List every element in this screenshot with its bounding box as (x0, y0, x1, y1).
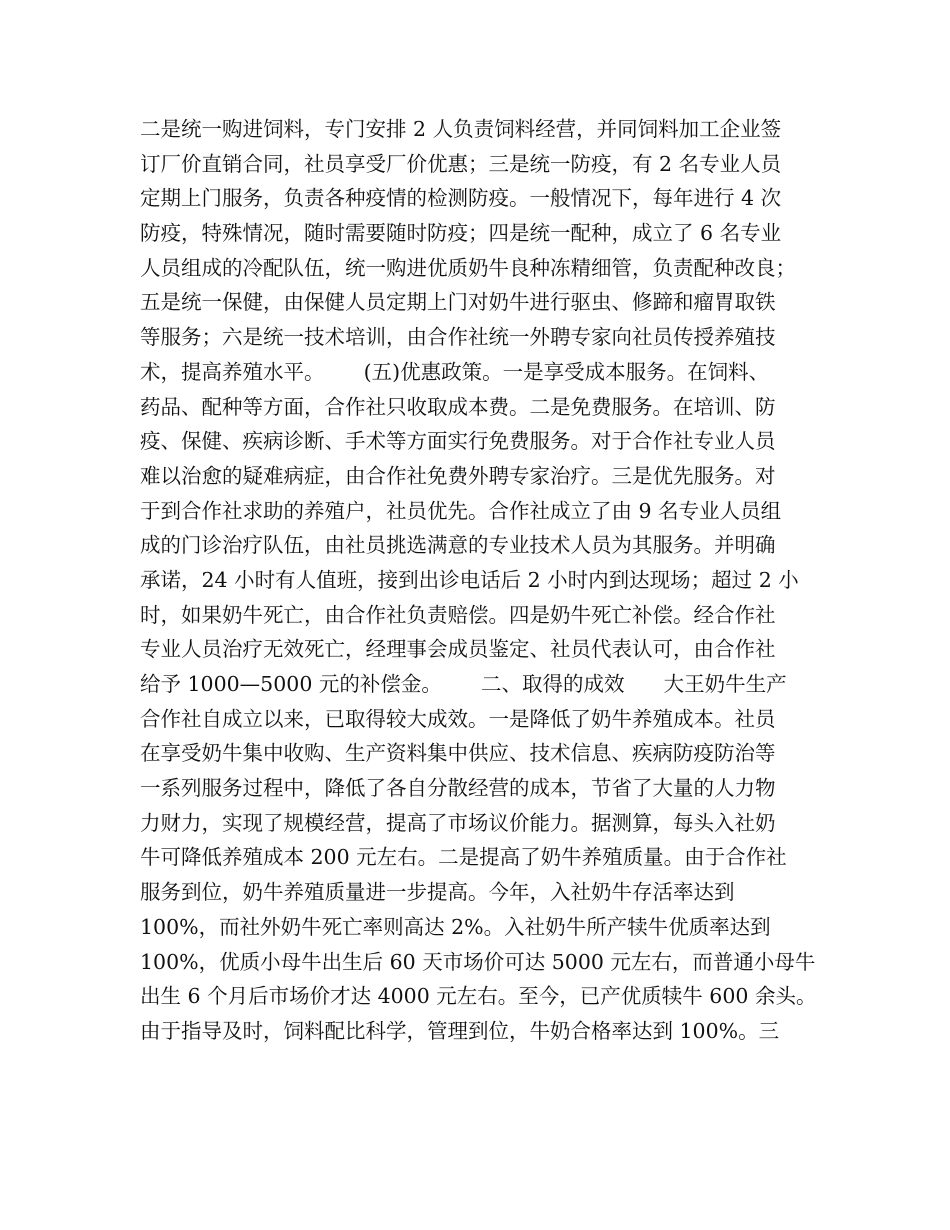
text-line: 一系列服务过程中，降低了各自分散经营的成本，节省了大量的人力物 (140, 776, 776, 801)
text-line: 药品、配种等方面，合作社只收取成本费。二是免费服务。在培训、防 (140, 394, 776, 419)
text-line: 100%，优质小母牛出生后 60 天市场价可达 5000 元左右，而普通小母牛 (140, 949, 816, 974)
text-line: 定期上门服务，负责各种疫情的检测防疫。一般情况下，每年进行 4 次 (140, 186, 782, 211)
text-line: 出生 6 个月后市场价才达 4000 元左右。至今，已产优质犊牛 600 余头。 (140, 984, 817, 1009)
text-line: 给予 1000—5000 元的补偿金。 二、取得的成效 大王奶牛生产 (140, 672, 787, 696)
text-line: 等服务；六是统一技术培训，由合作社统一外聘专家向社员传授养殖技 (140, 325, 776, 350)
text-line: 于到合作社求助的养殖户，社员优先。合作社成立了由 9 名专业人员组 (140, 498, 782, 523)
text-line: 专业人员治疗无效死亡，经理事会成员鉴定、社员代表认可，由合作社 (140, 637, 776, 662)
text-line: 由于指导及时，饲料配比科学，管理到位，牛奶合格率达到 100%。三 (140, 1018, 780, 1043)
text-line: 订厂价直销合同，社员享受厂价优惠；三是统一防疫，有 2 名专业人员 (140, 151, 782, 176)
text-line: 时，如果奶牛死亡，由合作社负责赔偿。四是奶牛死亡补偿。经合作社 (140, 602, 776, 627)
text-line: 牛可降低养殖成本 200 元左右。二是提高了奶牛养殖质量。由于合作社 (140, 845, 787, 870)
text-line: 成的门诊治疗队伍，由社员挑选满意的专业技术人员为其服务。并明确 (140, 533, 776, 558)
text-line: 100%，而社外奶牛死亡率则高达 2%。入社奶牛所产犊牛优质率达到 (140, 914, 771, 939)
text-line: 人员组成的冷配队伍，统一购进优质奶牛良种冻精细管，负责配种改良； (140, 255, 796, 280)
text-line: 难以治愈的疑难病症，由合作社免费外聘专家治疗。三是优先服务。对 (140, 463, 776, 488)
text-line: 服务到位，奶牛养殖质量进一步提高。今年，入社奶牛存活率达到 (140, 880, 735, 905)
body-text (140, 112, 830, 1049)
text-line: 合作社自成立以来，已取得较大成效。一是降低了奶牛养殖成本。社员 (140, 706, 776, 731)
text-line: 五是统一保健，由保健人员定期上门对奶牛进行驱虫、修蹄和瘤胃取铁 (140, 290, 776, 315)
text-line: 二是统一购进饲料，专门安排 2 人负责饲料经营，并同饲料加工企业签 (140, 117, 782, 141)
text-line: 防疫，特殊情况，随时需要随时防疫；四是统一配种，成立了 6 名专业 (140, 221, 782, 246)
text-line: 在享受奶牛集中收购、生产资料集中供应、技术信息、疾病防疫防治等 (140, 741, 776, 766)
text-line: 疫、保健、疾病诊断、手术等方面实行免费服务。对于合作社专业人员 (140, 429, 776, 454)
text-line: 术，提高养殖水平。 (五)优惠政策。一是享受成本服务。在饲料、 (140, 359, 770, 384)
text-line: 力财力，实现了规模经营，提高了市场议价能力。据测算，每头入社奶 (140, 810, 776, 835)
text-line: 承诺，24 小时有人值班，接到出诊电话后 2 小时内到达现场；超过 2 小 (140, 567, 799, 592)
